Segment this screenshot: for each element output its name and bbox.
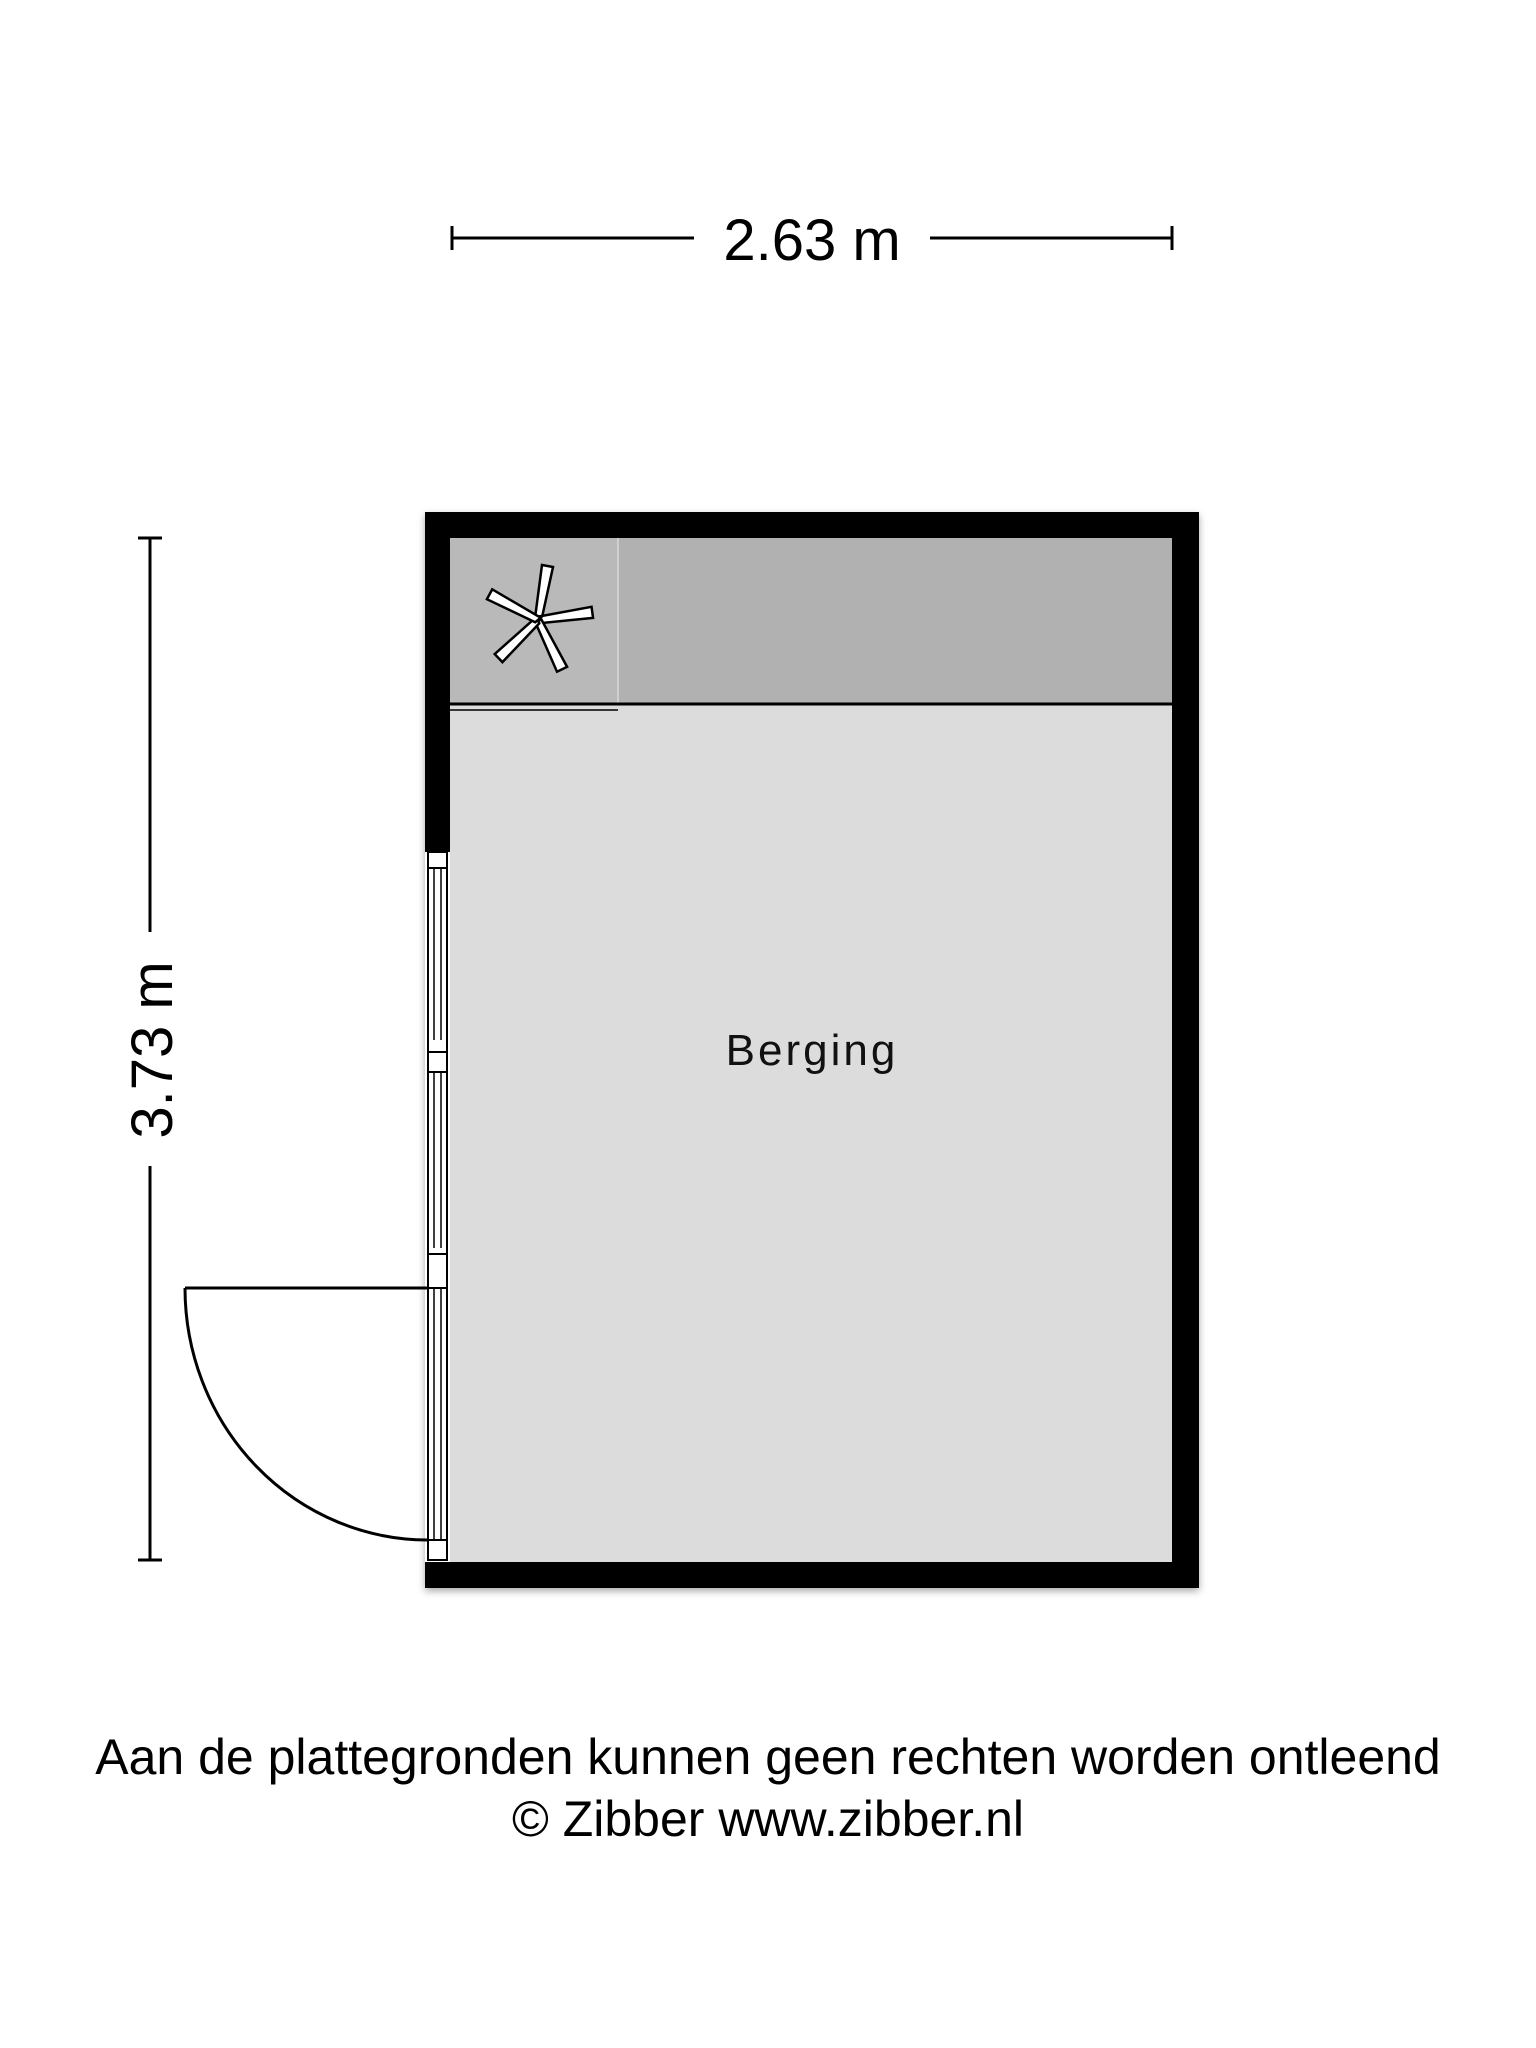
window-2: [428, 1052, 447, 1254]
door-frame: [428, 1254, 447, 1560]
left-wall-openings: [425, 852, 450, 1562]
copyright-text: © Zibber www.zibber.nl: [511, 1791, 1025, 1847]
width-dimension: [452, 208, 1172, 273]
height-dimension: [120, 538, 185, 1560]
window-1: [428, 852, 447, 1052]
door-swing: [185, 1288, 428, 1540]
disclaimer-text: Aan de plattegronden kunnen geen rechten worden ontleend: [95, 1729, 1441, 1785]
room-label: Berging: [725, 1026, 899, 1075]
width-label: 2.63 m: [723, 208, 901, 273]
height-label: 3.73 m: [120, 961, 185, 1139]
